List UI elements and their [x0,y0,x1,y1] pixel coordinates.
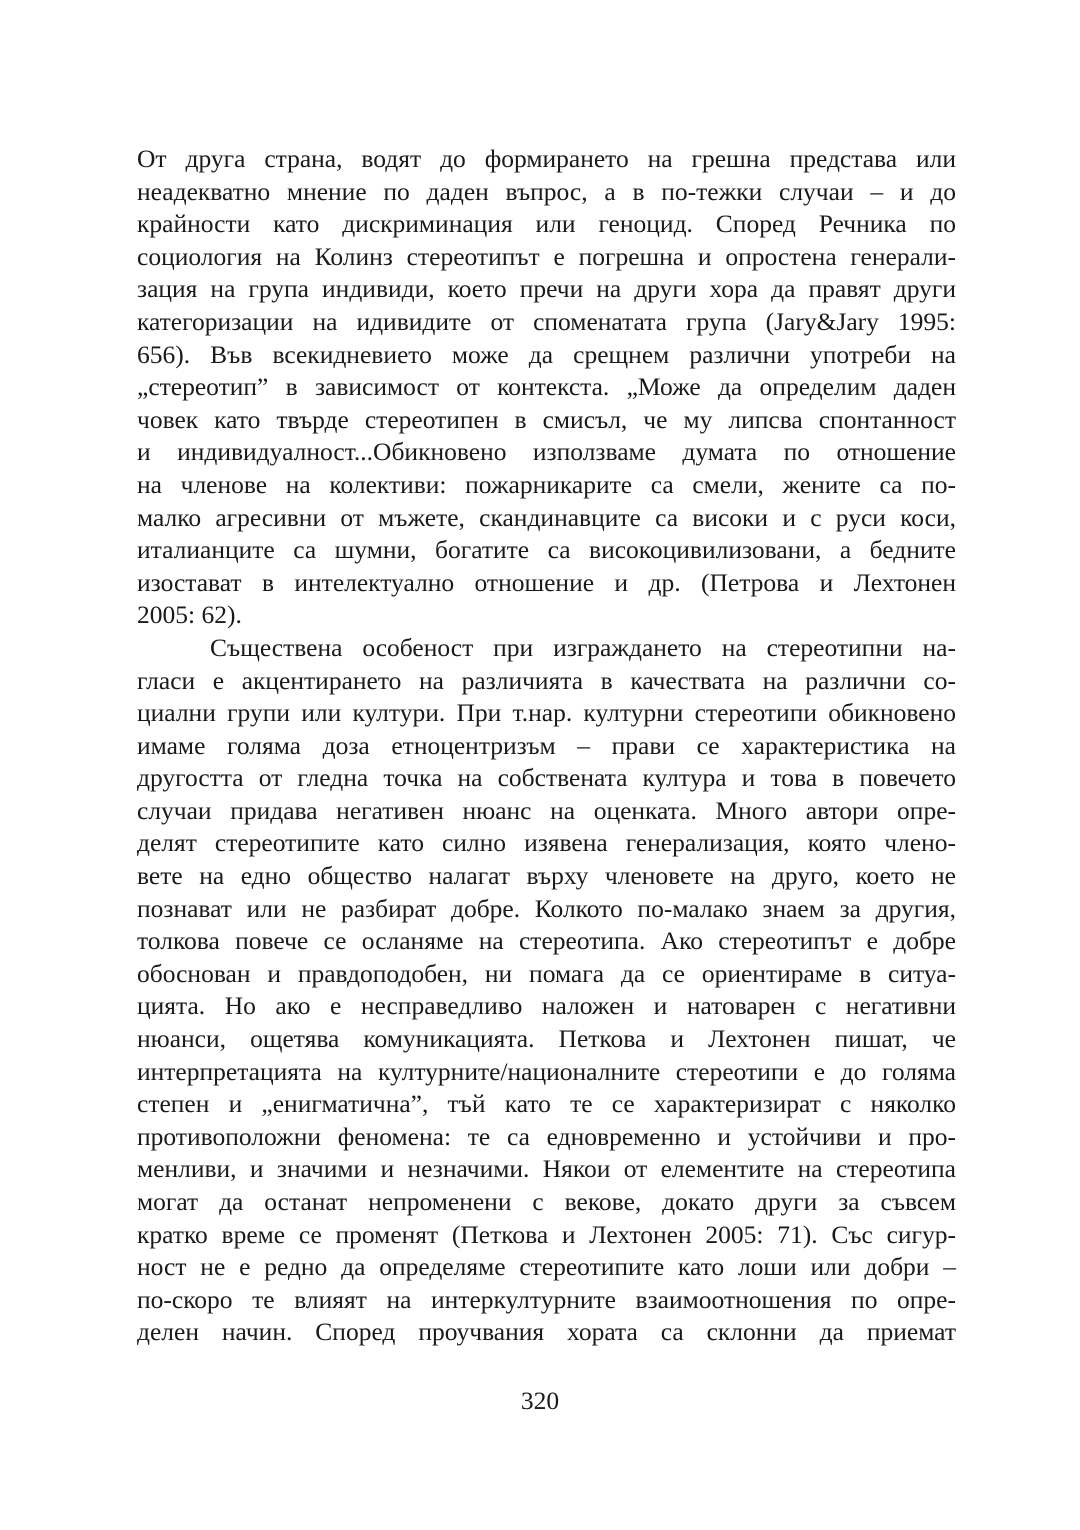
text-line: другостта от гледна точка на собствената култура и това в повечето [137,763,956,793]
text-line: социология на Колинз стереотипът е погрешна и опростена генерали- [137,241,956,271]
text-line: на членове на колективи: пожарникарите са смели, жените са по- [137,469,956,499]
text-line: категоризации на идивидите от споменатата група (Jary&Jary 1995: [137,306,956,336]
paragraph-1 [137,143,956,632]
text-line: малко агресивни от мъжете, скандинавците са високи и с руси коси, [137,502,956,532]
text-line: циални групи или култури. При т.нар. културни стереотипи обикновено [137,698,956,728]
text-line: и индивидуалност...Обикновено използваме думата по отношение [137,437,956,467]
text-line: нюанси, ощетява комуникацията. Петкова и Лехтонен пишат, че [137,1024,956,1054]
text-line: делен начин. Според проучвания хората са склонни да приемат [137,1317,956,1347]
text-line: кратко време се променят (Петкова и Лехтонен 2005: 71). Със сигур- [137,1219,956,1249]
text-line: обоснован и правдоподобен, ни помага да се ориентираме в ситуа- [137,958,956,988]
text-line: гласи е акцентирането на различията в качествата на различни со- [137,665,956,695]
text-line: ност не е редно да определяме стереотипите като лоши или добри – [137,1252,956,1282]
text-line: човек като твърде стереотипен в смисъл, че му липсва спонтанност [137,404,956,434]
text-line: делят стереотипите като силно изявена генерализация, която члено- [137,828,956,858]
text-line: менливи, и значими и незначими. Някои от елементите на стереотипа [137,1154,956,1184]
text-line: зация на група индивиди, което пречи на други хора да правят други [137,274,956,304]
text-line: 2005: 62). [137,600,242,630]
text-line: неадекватно мнение по даден въпрос, а в по-тежки случаи – и до [137,176,956,206]
text-line: случаи придава негативен нюанс на оценката. Много автори опре- [137,795,956,825]
text-line: цията. Но ако е несправедливо наложен и натоварен с негативни [137,991,956,1021]
text-line: Съществена особеност при изграждането на стереотипни на- [210,632,956,662]
text-line: вете на едно общество налагат върху членовете на друго, което не [137,861,956,891]
text-line: интерпретацията на културните/националните стереотипи е до голяма [137,1056,956,1086]
text-line: „стереотип” в зависимост от контекста. „Може да определим даден [137,372,956,402]
body-text [137,143,956,1349]
text-line: толкова повече се осланяме на стереотипа. Ако стереотипът е добре [137,926,956,956]
text-line: имаме голяма доза етноцентризъм – прави се характеристика на [137,730,956,760]
text-line: крайности като дискриминация или геноцид. Според Речника по [137,209,956,239]
text-line: италианците са шумни, богатите са високоцивилизовани, а бедните [137,535,956,565]
text-line: противоположни феномена: те са едновременно и устойчиви и про- [137,1121,956,1151]
text-line: по-скоро те влияят на интеркултурните взаимоотношения по опре- [137,1284,956,1314]
text-line: познават или не разбират добре. Колкото по-малако знаем за другия, [137,893,956,923]
paragraph-2 [137,632,956,1349]
text-line: 656). Във всекидневието може да срещнем различни употреби на [137,339,956,369]
text-line: От друга страна, водят до формирането на грешна представа или [137,144,956,173]
text-line: изостават в интелектуално отношение и др. (Петрова и Лехтонен [137,567,956,597]
text-line: степен и „енигматична”, тъй като те се характеризират с няколко [137,1089,956,1119]
text-line: могат да останат непроменени с векове, докато други за съвсем [137,1187,956,1216]
page-number: 320 [520,1386,560,1415]
